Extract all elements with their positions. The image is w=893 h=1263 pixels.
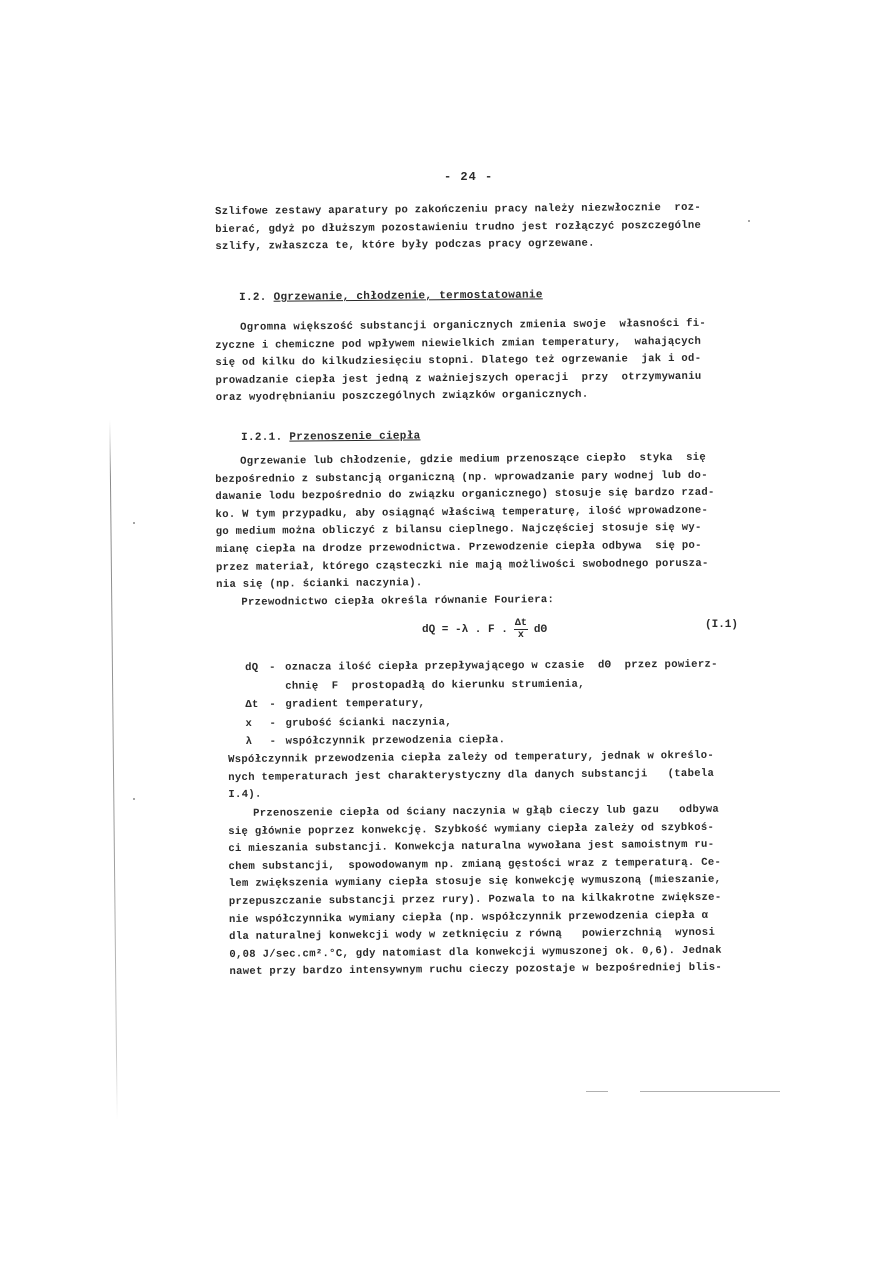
definition-dash: - [269, 698, 283, 711]
text-line: przepuszczanie substancji przez rury). Pozwala to na kilkakrotne zwiększe- [228, 891, 722, 908]
section-paragraph [215, 315, 761, 408]
text-line: Ogromna większość substancji organicznych zmienia swoje własności fi- [240, 317, 707, 334]
definition-text: oznacza ilość ciepła przepływającego w czasie dΘ przez powierz- [285, 658, 718, 674]
intro-paragraph [215, 199, 760, 257]
text-line: dla naturalnej konwekcji wody w zetknięciu z równą powierzchnią wynosi [229, 926, 716, 944]
text-line: szlify, zwłaszcza te, które były podczas pracy ogrzewane. [215, 237, 595, 254]
definition-dash: - [269, 661, 283, 674]
definition-text: grubość ścianki naczynia, [285, 716, 452, 730]
symbol-definitions [245, 655, 766, 751]
equation-fraction [514, 618, 528, 641]
text-line: nawet przy bardzo intensywnym ruchu cieczy pozostaje w bezpośredniej blis- [229, 962, 723, 979]
text-line: bezpośrednio z substancją organiczną (np. wprowadzanie pary wodnej lub do- [215, 469, 708, 486]
text-line: bierać, gdyż po dłuższym pozostawieniu trudno jest rozłączyć poszczególne [215, 219, 702, 236]
text-line: dawanie lodu bezpośrednio do związku organicznego) stosuje się bardzo rzad- [215, 486, 715, 504]
text-line: go medium można obliczyć z bilansu cieplnego. Najczęściej stosuje się wy- [215, 522, 702, 539]
scan-artifact-line [586, 1091, 608, 1092]
text-line: lem zwiększenia wymiany ciepła stosuje się konwekcję wymuszoną (mieszanie, [228, 874, 722, 891]
text-line: oraz wyodrębnianiu poszczególnych związków organicznych. [215, 389, 589, 405]
definition-symbol: x [245, 717, 253, 730]
text-line: prowadzanie ciepła jest jedną z ważniejszych operacji przy otrzymywaniu [215, 370, 702, 387]
definition-dash: - [269, 717, 283, 730]
text-line: mianę ciepła na drodze przewodnictwa. Przewodzenie ciepła odbywa się po- [215, 539, 702, 556]
definition-dash: - [269, 735, 283, 748]
text-line: nie współczynnika wymiany ciepła (np. współczynnik przewodzenia ciepła α [228, 909, 709, 926]
text-line: chem substancji, spowodowanym np. zmianą gęstości wraz z temperaturą. Ce- [228, 856, 722, 873]
subsection-heading [241, 430, 421, 444]
subsection-number: I.2.1. [241, 431, 283, 444]
section-number: I.2. [239, 291, 267, 304]
definition-text: współczynnik przewodzenia ciepła. [285, 734, 506, 748]
text-line: się głównie poprzez konwekcję. Szybkość wymiany ciepła zależy od szybkoś- [228, 821, 715, 838]
definition-symbol: Δt [245, 698, 259, 711]
text-line: I.4). [228, 788, 262, 802]
subsection-paragraph-2 [228, 747, 773, 805]
text-line: Współczynnik przewodzenia ciepła zależy od temperatury, jednak w określo- [228, 749, 715, 766]
subsection-title: Przenoszenie ciepła [289, 430, 421, 444]
fraction-numerator: Δt [514, 618, 527, 629]
section-title: Ogrzewanie, chłodzenie, termostatowanie [273, 289, 543, 304]
definition-continuation: chnię F prostopadłą do kierunku strumienia, [285, 678, 585, 693]
fraction-denominator: x [517, 630, 524, 641]
definition-row [245, 655, 765, 677]
text-line: przez materiał, którego cząsteczki nie mają możliwości swobodnego porusza- [215, 557, 709, 574]
definition-text: gradient temperatury, [285, 697, 426, 711]
text-line: nych temperaturach jest charakterystyczny dla danych substancji (tabela [228, 767, 715, 784]
text-line: nia się (np. ścianki naczynia). [216, 577, 423, 592]
subsection-paragraph-3 [228, 801, 775, 982]
margin-crease-line [109, 420, 117, 1120]
text-line: ko. W tym przypadku, aby osiągnąć właściwą temperaturę, ilość wprowadzone- [215, 504, 709, 521]
text-line: Przenoszenie ciepła od ściany naczynia w głąb cieczy lub gazu odbywa [253, 803, 720, 820]
text-line: ci mieszania substancji. Konwekcja naturalna wywołana jest samoistnym ru- [228, 838, 715, 856]
equation-lhs: dQ = -λ . F . [422, 623, 508, 636]
equation-label: (I.1) [705, 619, 739, 631]
page-number: - 24 - [444, 170, 494, 184]
definition-symbol: λ [245, 735, 253, 748]
scan-speck [133, 522, 135, 524]
fourier-intro: Przewodnictwo ciepła określa równanie Fouriera: [241, 593, 555, 609]
equation-rhs: dΘ [533, 623, 548, 636]
text-line: zyczne i chemiczne pod wpływem niewielkich zmian temperatury, wahających [215, 335, 702, 352]
fourier-equation [422, 618, 547, 641]
definition-symbol: dQ [245, 661, 259, 674]
subsection-paragraph-1 [215, 449, 761, 612]
scan-artifact-line [640, 1091, 780, 1092]
text-line: 0,08 J/sec.cm².°C, gdy natomiast dla konwekcji wymuszonej ok. 0,6). Jednak [229, 944, 722, 961]
text-line: Szlifowe zestawy aparatury po zakończeniu pracy należy niezwłocznie roz- [215, 201, 702, 218]
text-line: Ogrzewanie lub chłodzenie, gdzie medium przenoszące ciepło styka się [240, 451, 707, 468]
scan-speck [133, 798, 135, 800]
section-heading [239, 289, 543, 304]
text-line: się od kilku do kilkudziesięciu stopni. Dlatego też ogrzewanie jak i od- [215, 352, 702, 370]
